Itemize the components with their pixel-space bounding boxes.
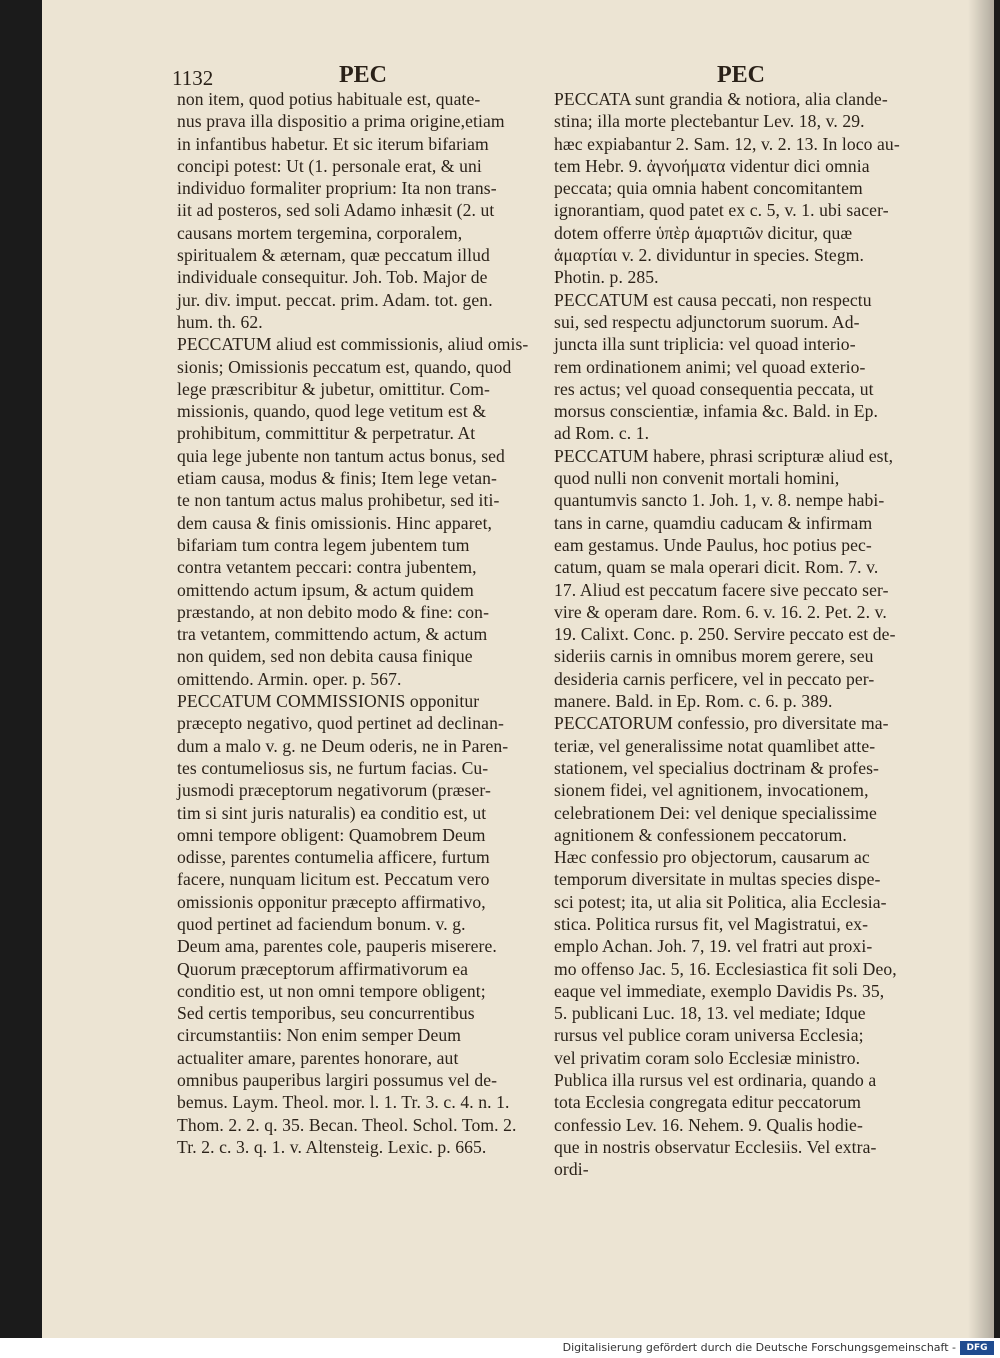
- text-line: contra vetantem peccari: contra jubentem,: [177, 557, 477, 578]
- text-line: eaque vel immediate, exemplo Davidis Ps. 35,: [554, 980, 885, 1001]
- text-line: res actus; vel quoad consequentia peccata, ut: [554, 378, 874, 399]
- text-line: 17. Aliud est peccatum facere sive peccato ser-: [554, 579, 889, 600]
- text-line: PECCATORUM confessio, pro diversitate ma-: [554, 713, 889, 734]
- text-line: PECCATUM aliud est commissionis, aliud omis-: [177, 334, 529, 355]
- text-line: PECCATUM est causa peccati, non respectu: [554, 289, 872, 310]
- text-line: quia lege jubente non tantum actus bonus, sed: [177, 445, 505, 466]
- text-line: tota Ecclesia congregata editur peccatorum: [554, 1092, 862, 1113]
- text-line: emplo Achan. Joh. 7, 19. vel fratri aut proxi-: [554, 936, 873, 957]
- left-text-column: [177, 88, 547, 1158]
- digitization-footer: [0, 1338, 1000, 1358]
- page-edge-shadow: [968, 0, 994, 1338]
- text-line: hum. th. 62.: [177, 311, 263, 332]
- text-line: etiam causa, modus & finis; Item lege vetan-: [177, 468, 498, 489]
- text-line: ad Rom. c. 1.: [554, 423, 650, 444]
- text-line: peccata; quia omnia habent concomitantem: [554, 178, 863, 199]
- text-line: manere. Bald. in Ep. Rom. c. 6. p. 389.: [554, 691, 833, 712]
- text-line: catum, quam se mala operari dicit. Rom. 7. v.: [554, 557, 879, 578]
- text-line: omnibus pauperibus largiri possumus vel de-: [177, 1070, 498, 1091]
- text-line: tes contumeliosus sis, ne furtum facias. Cu-: [177, 757, 489, 778]
- text-line: stica. Politica rursus fit, vel Magistratui, ex-: [554, 913, 869, 934]
- text-line: nus prava illa dispositio a prima origine,etiam: [177, 111, 505, 132]
- funding-credit: Digitalisierung gefördert durch die Deutsche Forschungsgemeinschaft -: [562, 1341, 956, 1354]
- text-line: lege præscribitur & jubetur, omittitur. Com-: [177, 378, 491, 399]
- text-line: circumstantiis: Non enim semper Deum: [177, 1025, 462, 1046]
- text-line: te non tantum actus malus prohibetur, sed iti-: [177, 490, 500, 511]
- text-line: missionis, quando, quod lege vetitum est &: [177, 401, 487, 422]
- text-line: 5. publicani Luc. 18, 13. vel mediate; Idque: [554, 1003, 866, 1024]
- text-line: celebrationem Dei: vel denique specialissime: [554, 802, 877, 823]
- text-line: tans in carne, quamdiu caducam & infirmam: [554, 512, 873, 533]
- text-line: concipi potest: Ut (1. personale erat, & uni: [177, 155, 482, 176]
- text-line: prohibitum, committitur & perpetratur. At: [177, 423, 476, 444]
- text-line: PECCATUM habere, phrasi scripturæ aliud est,: [554, 445, 894, 466]
- text-line: Hæc confessio pro objectorum, causarum ac: [554, 847, 870, 868]
- text-line: conditio est, ut non omni tempore obligent;: [177, 980, 486, 1001]
- text-line: teriæ, vel generalissime notat quamlibet atte-: [554, 735, 876, 756]
- right-column-heading: PEC: [717, 62, 765, 88]
- text-line: actualiter amare, parentes honorare, aut: [177, 1047, 459, 1068]
- text-line: spiritualem & æternam, quæ peccatum illud: [177, 245, 490, 266]
- text-line: omittendo. Armin. oper. p. 567.: [177, 668, 402, 689]
- text-line: 19. Calixt. Conc. p. 250. Servire peccato est de-: [554, 624, 896, 645]
- text-line: eam gestamus. Unde Paulus, hoc potius pec-: [554, 534, 872, 555]
- text-line: individuale consequitur. Joh. Tob. Major de: [177, 267, 488, 288]
- text-line: omissionis opponitur præcepto affirmativo,: [177, 891, 486, 912]
- text-line: Tr. 2. c. 3. q. 1. v. Altensteig. Lexic. p. 665.: [177, 1136, 487, 1157]
- text-line: dum a malo v. g. ne Deum oderis, ne in Paren-: [177, 735, 509, 756]
- text-line: in infantibus habetur. Et sic iterum bifariam: [177, 133, 489, 154]
- text-line: tra vetantem, committendo actum, & actum: [177, 624, 488, 645]
- text-line: præstando, at non debito modo & fine: con-: [177, 601, 490, 622]
- text-line: causans mortem tergemina, corporalem,: [177, 222, 463, 243]
- text-line: omittendo actum ipsum, & actum quidem: [177, 579, 474, 600]
- right-text-column: [554, 88, 932, 1181]
- text-line: Quorum præceptorum affirmativorum ea: [177, 958, 469, 979]
- text-line: confessio Lev. 16. Nehem. 9. Qualis hodie-: [554, 1114, 863, 1135]
- text-line: rursus vel publice coram universa Ecclesia;: [554, 1025, 864, 1046]
- text-line: stina; illa morte plectebantur Lev. 18, v. 29.: [554, 111, 865, 132]
- text-line: mo offenso Jac. 5, 16. Ecclesiastica fit soli Deo,: [554, 958, 897, 979]
- text-line: Thom. 2. 2. q. 35. Becan. Theol. Schol. Tom. 2.: [177, 1114, 517, 1135]
- text-line: stationem, vel specialius doctrinam & profes-: [554, 757, 880, 778]
- text-line: temporum diversitate in multas species dispe-: [554, 869, 881, 890]
- text-line: individuo formaliter proprium: Ita non trans-: [177, 178, 497, 199]
- text-line: bifariam tum contra legem jubentem tum: [177, 534, 470, 555]
- text-line: bemus. Laym. Theol. mor. l. 1. Tr. 3. c. 4. n. 1.: [177, 1092, 510, 1113]
- text-line: sionis; Omissionis peccatum est, quando, quod: [177, 356, 512, 377]
- text-line: non item, quod potius habituale est, quate-: [177, 89, 481, 109]
- text-line: quod nulli non convenit mortali homini,: [554, 468, 840, 489]
- text-line: sui, sed respectu adjunctorum suorum. Ad-: [554, 311, 860, 332]
- text-line: desideria carnis perficere, vel in peccato per-: [554, 668, 875, 689]
- text-line: sci potest; ita, ut alia sit Politica, alia Ecclesia-: [554, 891, 887, 912]
- text-line: vire & operam dare. Rom. 6. v. 16. 2. Pet. 2. v.: [554, 601, 887, 622]
- text-line: quod pertinet ad faciendum bonum. v. g.: [177, 913, 466, 934]
- text-line: Deum ama, parentes cole, pauperis miserere.: [177, 936, 497, 957]
- dfg-logo: DFG: [960, 1341, 994, 1355]
- text-line: ordi-: [554, 1159, 589, 1180]
- text-line: odisse, parentes contumelia afficere, furtum: [177, 847, 490, 868]
- page-number: 1132: [172, 66, 214, 90]
- text-line: præcepto negativo, quod pertinet ad declinan-: [177, 713, 504, 734]
- text-line: ἁμαρτίαι v. 2. dividuntur in species. Stegm.: [554, 245, 864, 266]
- text-line: omni tempore obligent: Quamobrem Deum: [177, 824, 486, 845]
- text-line: Sed certis temporibus, seu concurrentibus: [177, 1003, 475, 1024]
- text-line: tim si sint juris naturalis) ea conditio est, ut: [177, 802, 487, 823]
- text-line: dem causa & finis omissionis. Hinc apparet,: [177, 512, 493, 533]
- left-column-heading: PEC: [339, 62, 387, 88]
- text-line: que in nostris observatur Ecclesiis. Vel extra-: [554, 1136, 877, 1157]
- text-line: Publica illa rursus vel est ordinaria, quando a: [554, 1070, 877, 1091]
- text-line: quantumvis sancto 1. Joh. 1, v. 8. nempe habi-: [554, 490, 885, 511]
- text-line: agnitionem & confessionem peccatorum.: [554, 824, 847, 845]
- text-line: non quidem, sed non debita causa finique: [177, 646, 473, 667]
- text-line: facere, nunquam licitum est. Peccatum vero: [177, 869, 490, 890]
- text-line: vel privatim coram solo Ecclesiæ ministro.: [554, 1047, 861, 1068]
- text-line: PECCATA sunt grandia & notiora, alia clande-: [554, 89, 888, 109]
- text-line: tem Hebr. 9. ἀγνοήματα videntur dici omnia: [554, 155, 870, 176]
- text-line: rem ordinationem animi; vel quoad exterio-: [554, 356, 866, 377]
- text-line: morsus conscientiæ, infamia &c. Bald. in Ep.: [554, 401, 878, 422]
- text-line: ignorantiam, quod patet ex c. 5, v. 1. ubi sacer-: [554, 200, 889, 221]
- text-line: juncta illa sunt triplicia: vel quoad interio-: [554, 334, 856, 355]
- text-line: jur. div. imput. peccat. prim. Adam. tot. gen.: [177, 289, 493, 310]
- text-line: dotem offerre ὑπὲρ ἁμαρτιῶν dicitur, quæ: [554, 222, 853, 243]
- book-page: [42, 0, 994, 1338]
- text-line: sideriis carnis in omnibus morem gerere, seu: [554, 646, 874, 667]
- text-line: PECCATUM COMMISSIONIS opponitur: [177, 691, 480, 712]
- text-line: iit ad posteros, sed soli Adamo inhæsit (2. ut: [177, 200, 495, 221]
- text-line: sionem fidei, vel agnitionem, invocationem,: [554, 780, 869, 801]
- text-line: Photin. p. 285.: [554, 267, 659, 288]
- text-line: hæc expiabantur 2. Sam. 12, v. 2. 13. In loco au-: [554, 133, 900, 154]
- text-line: jusmodi præceptorum negativorum (præser-: [177, 780, 491, 801]
